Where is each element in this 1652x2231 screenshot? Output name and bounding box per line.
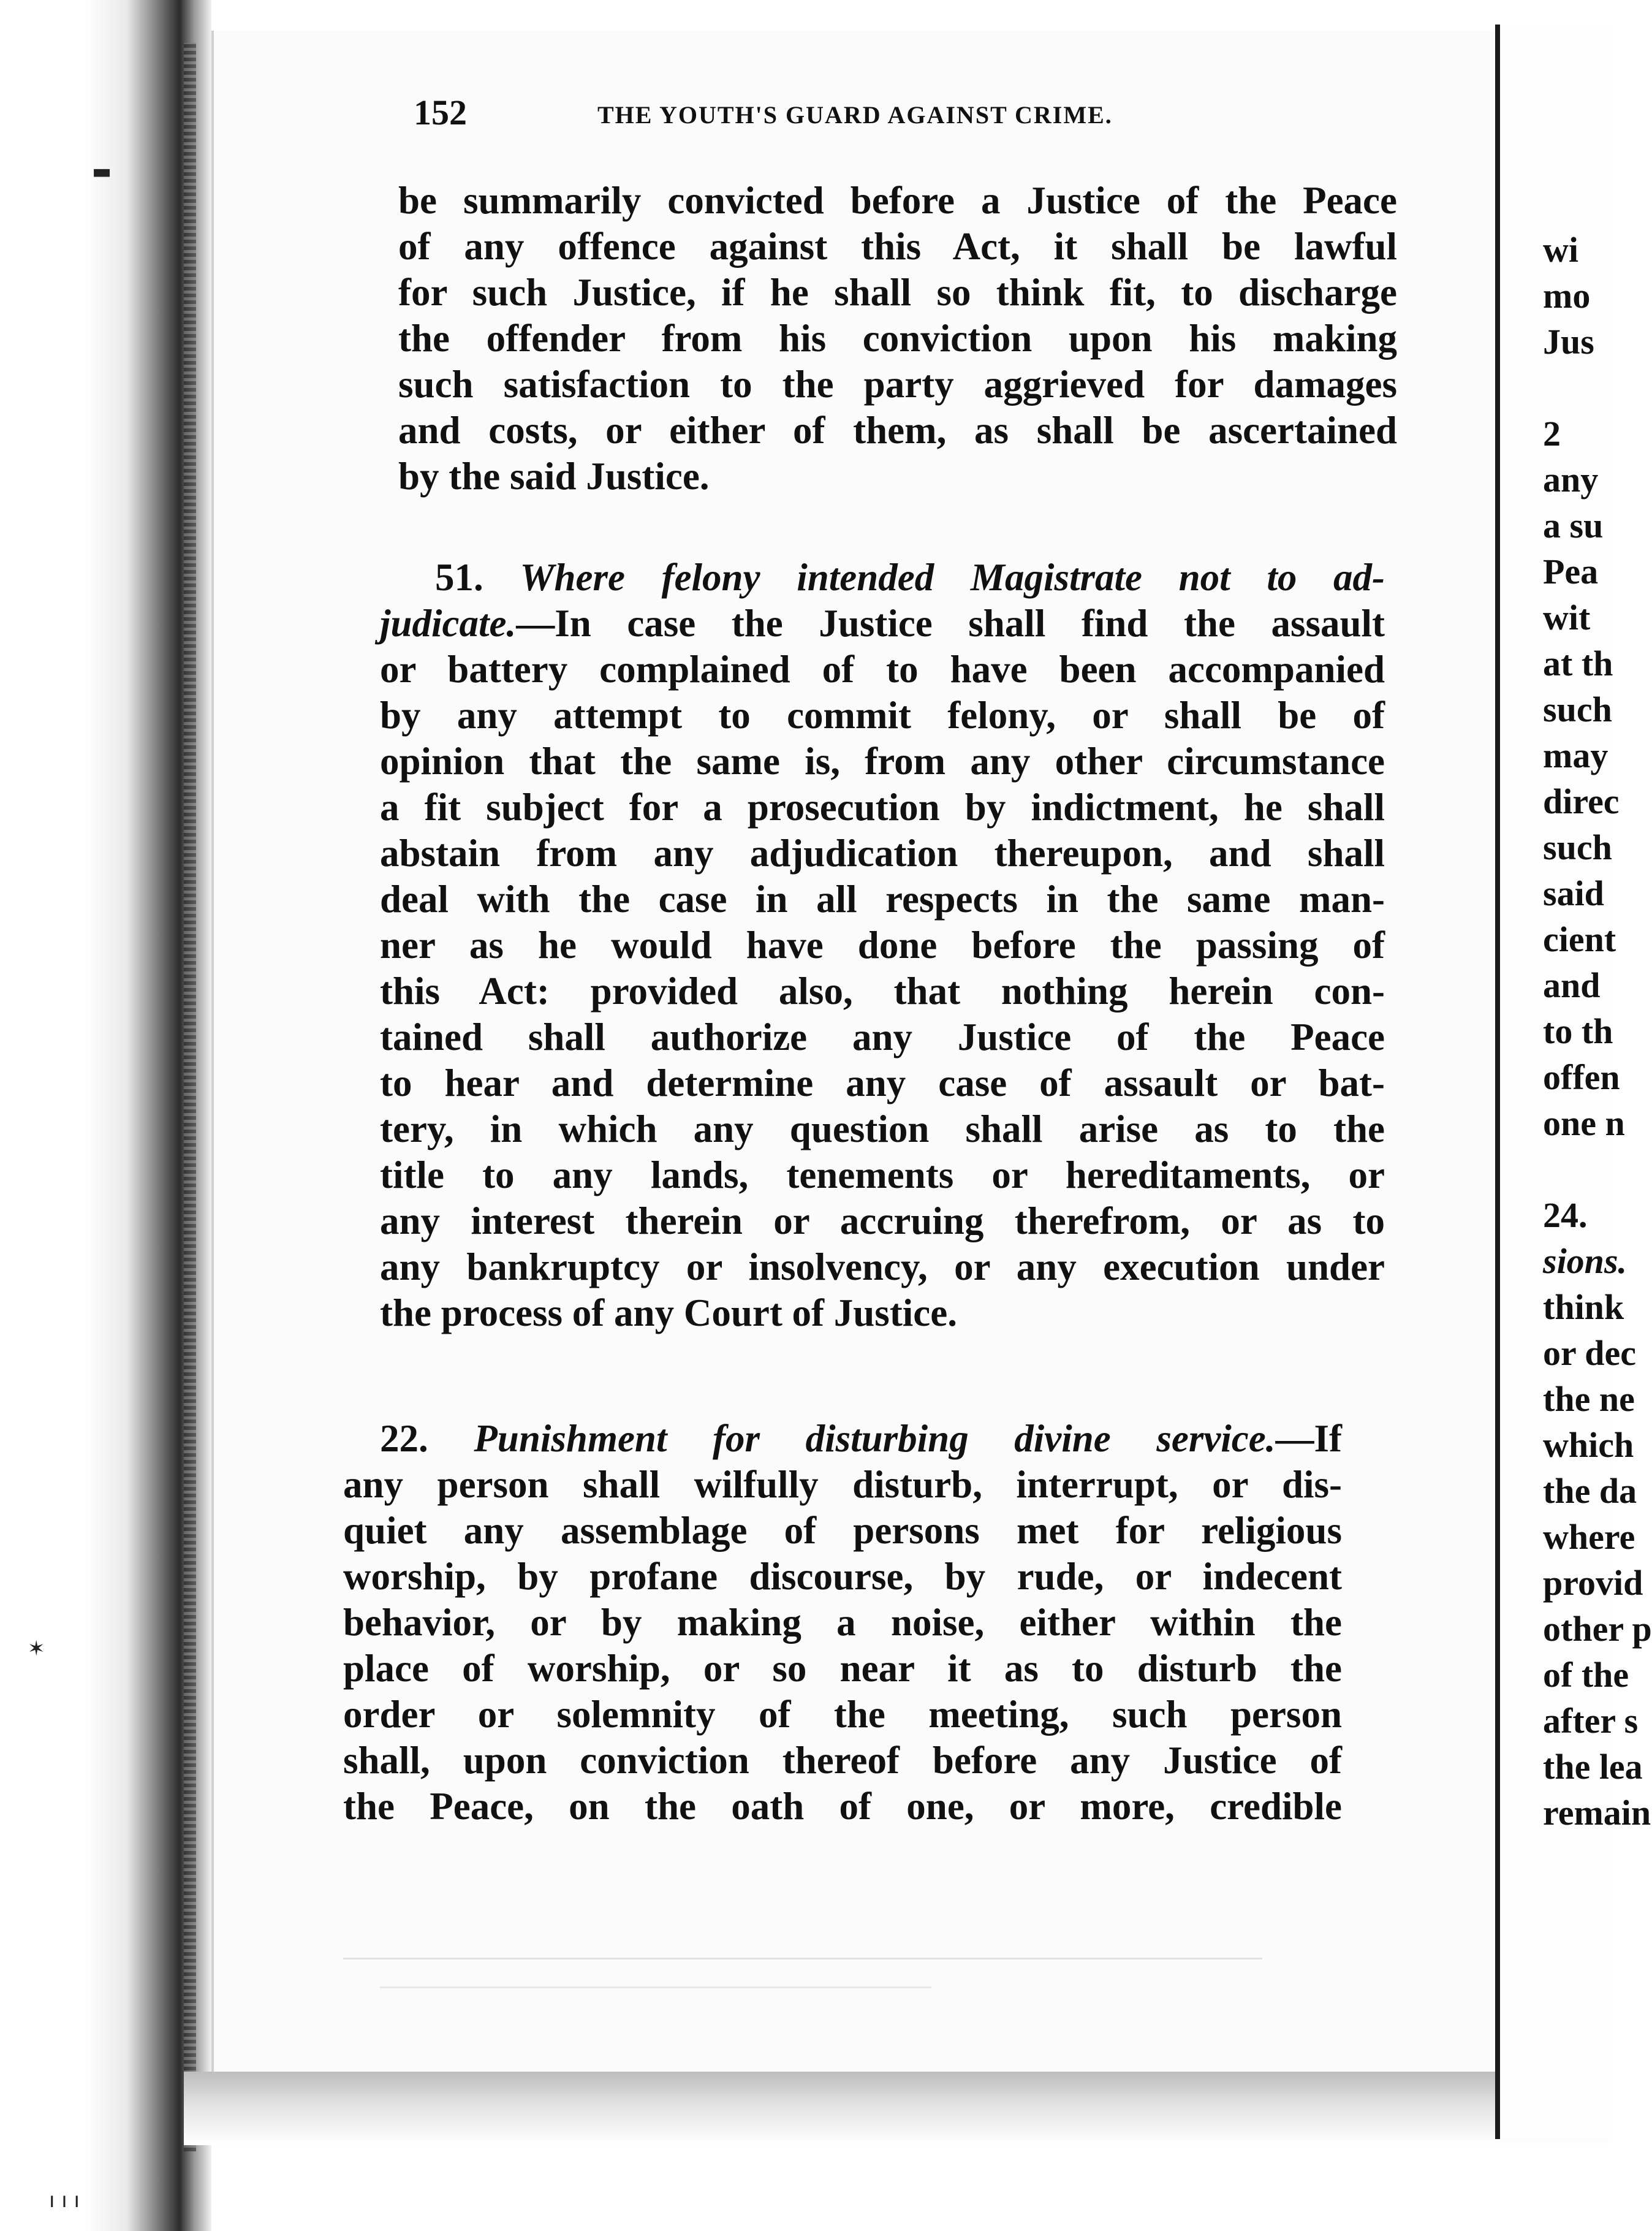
right-page-fragment: such <box>1543 690 1612 729</box>
right-page-fragment: 2 <box>1543 414 1561 454</box>
text-line: to hear and determine any case of assault or bat- <box>380 1062 1385 1104</box>
section-title: Punishment for disturbing divine service. <box>474 1417 1276 1460</box>
right-page-fragment: cient <box>1543 919 1616 959</box>
right-page-fragment: may <box>1543 735 1608 775</box>
right-page-fragment: the lea <box>1543 1747 1643 1787</box>
text-line: for such Justice, if he shall so think fit, to discharge <box>398 271 1397 314</box>
text-line: shall, upon conviction thereof before any Justice of <box>343 1739 1342 1782</box>
right-page-fragment <box>1543 365 1616 411</box>
text-line: such satisfaction to the party aggrieved for damages <box>398 363 1397 406</box>
text-line: any bankruptcy or insolvency, or any execution under <box>380 1245 1385 1288</box>
text-run: —In case the Justice shall find the assault <box>516 602 1385 645</box>
section-number: 22. <box>380 1417 428 1460</box>
book-gutter <box>0 0 211 2231</box>
text-line: be summarily convicted before a Justice of the Peace <box>398 179 1397 222</box>
right-page-fragment: wit <box>1543 598 1591 637</box>
right-page-fragment: said <box>1543 873 1604 913</box>
text-line: behavior, or by making a noise, either within the <box>343 1601 1342 1644</box>
right-page-fragment: such <box>1543 827 1612 867</box>
text-line: any person shall wilfully disturb, interrupt, or dis- <box>343 1463 1342 1506</box>
right-page-fragment: 24. <box>1543 1195 1588 1235</box>
right-page-fragment: sions. <box>1543 1241 1627 1281</box>
page-number: 152 <box>414 93 467 132</box>
page-header <box>414 92 1232 141</box>
right-page-fragment: provid <box>1543 1563 1643 1603</box>
right-page <box>1495 25 1652 2139</box>
right-page-text <box>1543 227 1652 1836</box>
right-page-fragment: where <box>1543 1517 1635 1557</box>
right-page-fragment: and <box>1543 965 1601 1005</box>
text-line: place of worship, or so near it as to disturb the <box>343 1647 1342 1690</box>
right-page-fragment: to th <box>1543 1011 1613 1051</box>
right-page-fragment: remain <box>1543 1793 1651 1833</box>
right-page-fragment: the da <box>1543 1471 1637 1511</box>
right-page-fragment: Jus <box>1543 322 1594 362</box>
right-page-fragment <box>1543 1146 1616 1192</box>
section-22-heading-line <box>343 1416 1342 1462</box>
text-line: any interest therein or accruing therefrom, or as to <box>380 1199 1385 1242</box>
text-line: the offender from his conviction upon his making <box>398 317 1397 360</box>
section-21-heading-line <box>380 555 1385 601</box>
right-page-fragment: the ne <box>1543 1379 1635 1419</box>
right-page-fragment: other p <box>1543 1609 1652 1649</box>
section-21 <box>380 555 1385 1336</box>
right-page-fragment: of the <box>1543 1655 1629 1695</box>
section-title: Where felony intended Magistrate not to ad- <box>520 556 1385 599</box>
bleed-through-text <box>343 1931 1385 1988</box>
section-22 <box>343 1416 1342 1830</box>
right-page-fragment: wi <box>1543 230 1578 270</box>
right-page-fragment: at th <box>1543 644 1613 683</box>
right-page-fragment: or dec <box>1543 1333 1636 1373</box>
right-page-fragment: after s <box>1543 1701 1639 1741</box>
text-line: of any offence against this Act, it shall be lawful <box>398 225 1397 268</box>
right-page-fragment: direc <box>1543 781 1620 821</box>
text-line: and costs, or either of them, as shall be ascertained <box>398 409 1397 452</box>
text-line: opinion that the same is, from any other circumstance <box>380 740 1385 783</box>
page-bottom-shadow <box>184 2072 1608 2145</box>
right-page-fragment: a su <box>1543 506 1604 545</box>
running-title: THE YOUTH'S GUARD AGAINST CRIME. <box>597 101 1113 129</box>
section-title-cont: judicate. <box>380 602 517 645</box>
section-number: 51. <box>435 556 483 599</box>
scan-mark: ✶ <box>28 1636 45 1661</box>
text-line: the process of any Court of Justice. <box>380 1291 957 1334</box>
text-line: by the said Justice. <box>398 455 710 498</box>
text-line: abstain from any adjudication thereupon, and shall <box>380 832 1385 875</box>
text-line: or battery complained of to have been accompanied <box>380 648 1385 691</box>
page-edges <box>184 43 196 2151</box>
text-run: —If <box>1275 1417 1342 1460</box>
text-line: quiet any assemblage of persons met for religious <box>343 1509 1342 1552</box>
text-line: tained shall authorize any Justice of the Peace <box>380 1016 1385 1058</box>
text-line: this Act: provided also, that nothing herein con- <box>380 970 1385 1013</box>
text-line: ner as he would have done before the passing of <box>380 924 1385 967</box>
scan-mark: ▬ <box>92 159 112 184</box>
right-page-fragment: mo <box>1543 276 1591 316</box>
text-line: order or solemnity of the meeting, such person <box>343 1693 1342 1736</box>
text-line: title to any lands, tenements or hereditaments, or <box>380 1154 1385 1196</box>
right-page-fragment: offen <box>1543 1057 1620 1097</box>
right-page-fragment: think <box>1543 1287 1624 1327</box>
text-line: deal with the case in all respects in the same man- <box>380 878 1385 921</box>
text-line: tery, in which any question shall arise as to the <box>380 1108 1385 1150</box>
scan-mark: ı ı ı <box>49 2188 80 2213</box>
text-line: the Peace, on the oath of one, or more, credible <box>343 1785 1342 1828</box>
right-page-fragment: any <box>1543 460 1599 500</box>
right-page-fragment: one n <box>1543 1103 1625 1143</box>
text-line: by any attempt to commit felony, or shall be of <box>380 694 1385 737</box>
section-21-heading-line-2 <box>380 601 1385 647</box>
opening-paragraph <box>398 178 1397 500</box>
right-page-fragment: Pea <box>1543 552 1599 591</box>
right-page-fragment: which <box>1543 1425 1634 1465</box>
text-line: a fit subject for a prosecution by indictment, he shall <box>380 786 1385 829</box>
text-line: worship, by profane discourse, by rude, or indecent <box>343 1555 1342 1598</box>
